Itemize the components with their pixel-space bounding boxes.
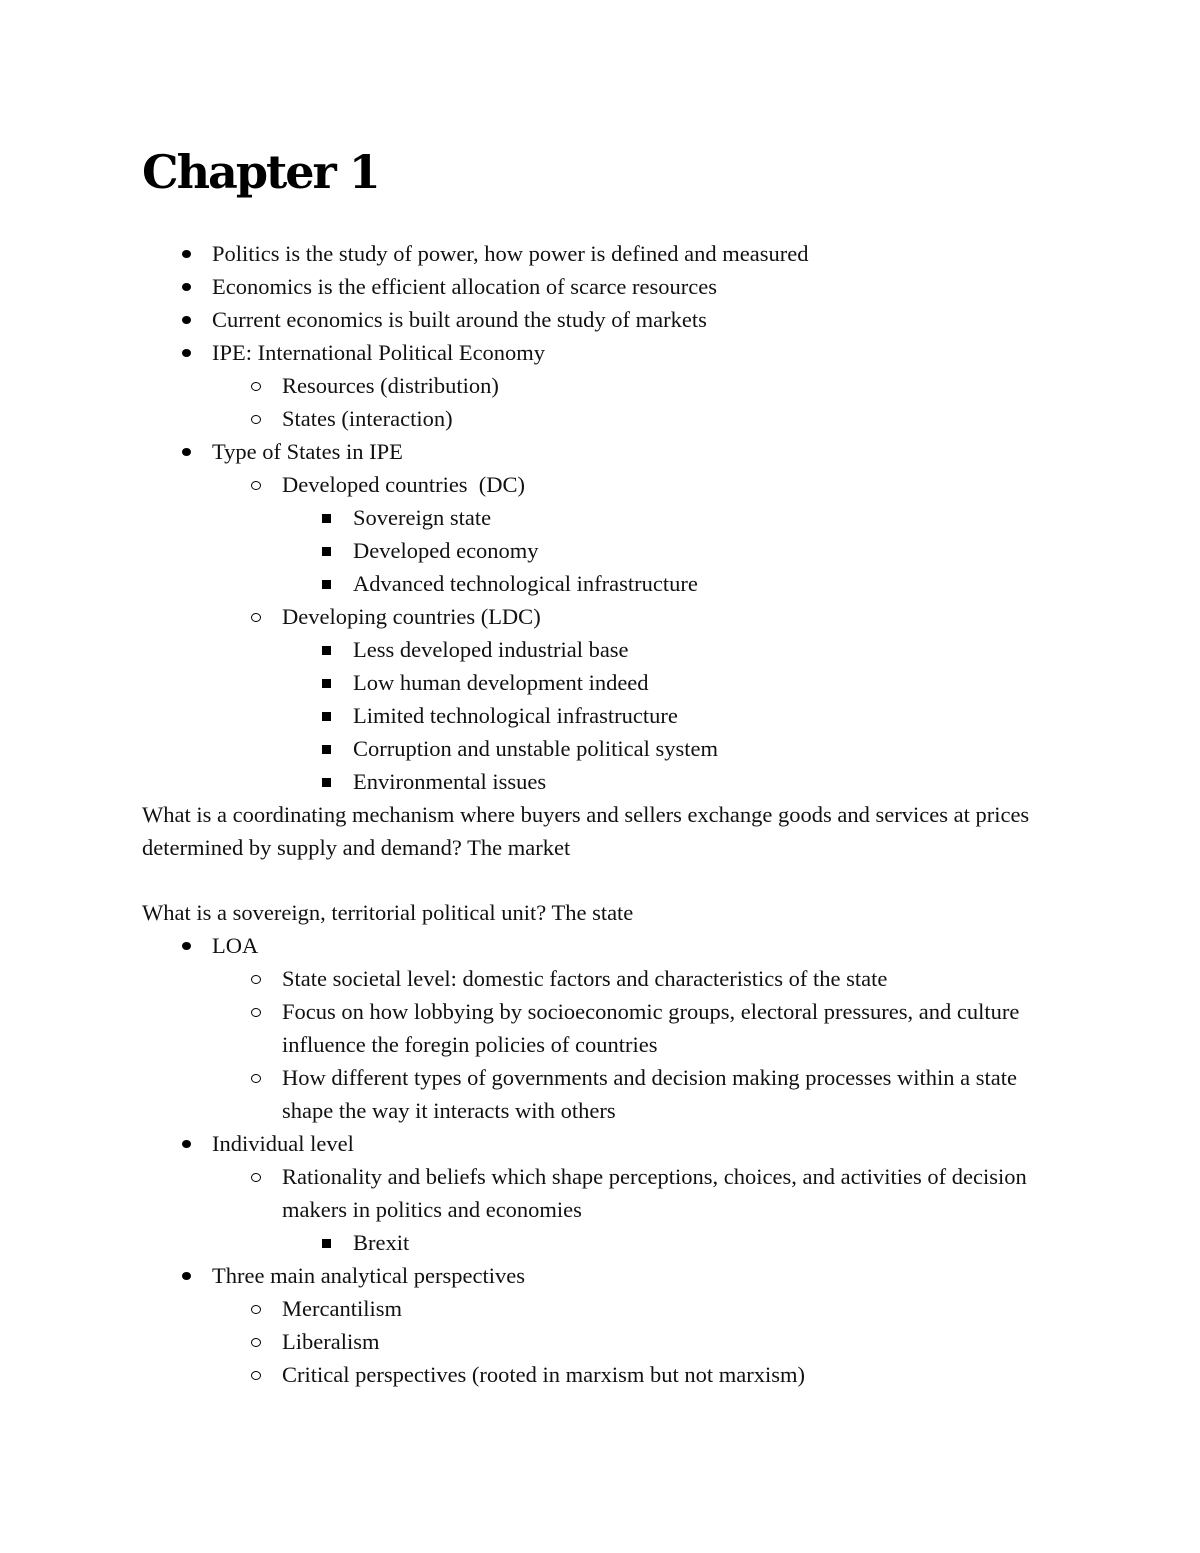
list-item: Developed countries (DC) (142, 468, 1062, 501)
bullet-circle-icon (251, 1371, 261, 1380)
list-item: State societal level: domestic factors and characteristics of the state (142, 962, 1062, 995)
bullet-circle-icon (251, 481, 261, 490)
list-item: Low human development indeed (142, 666, 1062, 699)
bullet-square-icon (322, 778, 331, 787)
list-item: Three main analytical perspectives (142, 1259, 1062, 1292)
list-item: Limited technological infrastructure (142, 699, 1062, 732)
bullet-circle-icon (251, 613, 261, 622)
list-item: Politics is the study of power, how power is defined and measured (142, 237, 1062, 270)
market-question-paragraph: What is a coordinating mechanism where buyers and sellers exchange goods and services at prices determined by supply and demand? The market (142, 802, 1030, 860)
bullet-circle-icon (251, 975, 261, 984)
list-item: Environmental issues (142, 765, 1062, 798)
bullet-square-icon (322, 547, 331, 556)
list-item: Critical perspectives (rooted in marxism but not marxism) (142, 1358, 1062, 1391)
list-item: Developing countries (LDC) (142, 600, 1062, 633)
list-item: IPE: International Political Economy (142, 336, 1062, 369)
list-item: How different types of governments and decision making processes within a state shape the way it interacts with others (142, 1061, 1062, 1127)
bullet-circle-icon (251, 1173, 261, 1182)
bullet-disc-icon (182, 283, 191, 291)
blank-line (142, 864, 1062, 896)
bullet-disc-icon (182, 448, 191, 456)
bullet-circle-icon (251, 382, 261, 391)
list-item: Developed economy (142, 534, 1062, 567)
bullet-square-icon (322, 646, 331, 655)
list-item: Resources (distribution) (142, 369, 1062, 402)
bullet-list-1 (142, 237, 1062, 798)
bullet-disc-icon (182, 316, 191, 324)
bullet-circle-icon (251, 1008, 261, 1017)
bullet-disc-icon (182, 942, 191, 950)
list-item: Type of States in IPE (142, 435, 1062, 468)
bullet-square-icon (322, 712, 331, 721)
bullet-disc-icon (182, 349, 191, 357)
list-item: States (interaction) (142, 402, 1062, 435)
list-item: Rationality and beliefs which shape perceptions, choices, and activities of decision makers in politics and economies (142, 1160, 1062, 1226)
list-item: Liberalism (142, 1325, 1062, 1358)
bullet-square-icon (322, 745, 331, 754)
bullet-square-icon (322, 679, 331, 688)
bullet-square-icon (322, 580, 331, 589)
list-item: Brexit (142, 1226, 1062, 1259)
bullet-circle-icon (251, 1338, 261, 1347)
list-item: Less developed industrial base (142, 633, 1062, 666)
page-title: Chapter 1 (142, 145, 379, 199)
document-body (142, 237, 1062, 1391)
bullet-disc-icon (182, 250, 191, 258)
list-item: LOA (142, 929, 1062, 962)
bullet-square-icon (322, 1239, 331, 1248)
bullet-disc-icon (182, 1272, 191, 1280)
bullet-circle-icon (251, 415, 261, 424)
bullet-circle-icon (251, 1305, 261, 1314)
list-item: Economics is the efficient allocation of scarce resources (142, 270, 1062, 303)
list-item: Focus on how lobbying by socioeconomic groups, electoral pressures, and culture influence the foregin policies of countries (142, 995, 1062, 1061)
state-question-paragraph: What is a sovereign, territorial political unit? The state (142, 900, 634, 925)
bullet-disc-icon (182, 1140, 191, 1148)
list-item: Mercantilism (142, 1292, 1062, 1325)
list-item: Current economics is built around the study of markets (142, 303, 1062, 336)
bullet-square-icon (322, 514, 331, 523)
list-item: Corruption and unstable political system (142, 732, 1062, 765)
list-item: Individual level (142, 1127, 1062, 1160)
list-item: Sovereign state (142, 501, 1062, 534)
list-item: Advanced technological infrastructure (142, 567, 1062, 600)
bullet-list-2 (142, 929, 1062, 1391)
bullet-circle-icon (251, 1074, 261, 1083)
